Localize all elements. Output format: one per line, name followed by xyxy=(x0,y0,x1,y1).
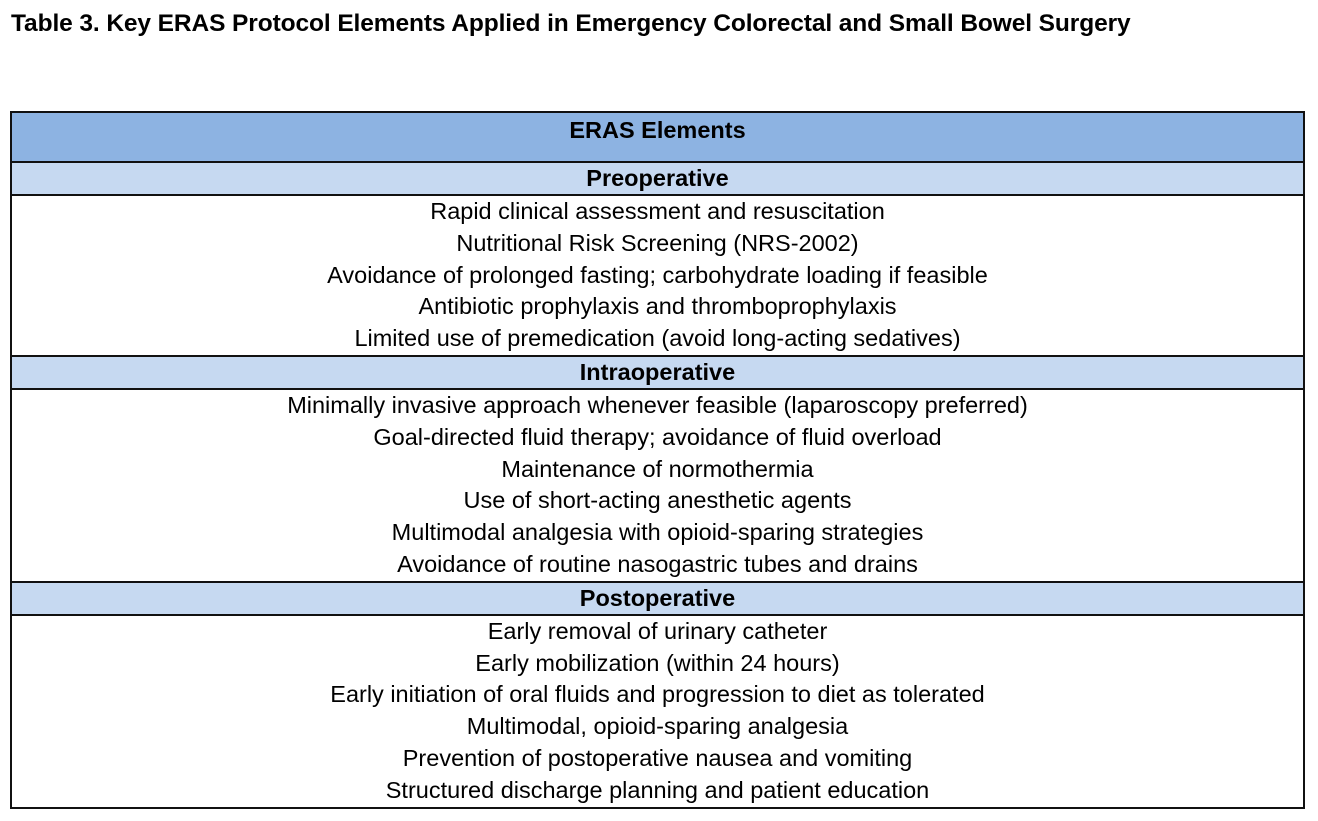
section-header-preoperative: Preoperative xyxy=(12,163,1303,196)
list-item: Multimodal, opioid-sparing analgesia xyxy=(466,713,849,740)
table-caption: Table 3. Key ERAS Protocol Elements Applied in Emergency Colorectal and Small Bowel Surgery xyxy=(11,10,1131,37)
section-header-postoperative: Postoperative xyxy=(12,583,1303,616)
list-item: Maintenance of normothermia xyxy=(501,455,814,482)
eras-elements-table xyxy=(10,111,1305,809)
section-header-intraoperative: Intraoperative xyxy=(12,357,1303,390)
list-item: Early mobilization (within 24 hours) xyxy=(475,649,840,676)
list-item: Avoidance of prolonged fasting; carbohydrate loading if feasible xyxy=(327,261,988,288)
list-item: Rapid clinical assessment and resuscitation xyxy=(430,198,885,224)
list-item: Structured discharge planning and patient education xyxy=(385,776,930,803)
table-header: ERAS Elements xyxy=(12,113,1303,163)
list-item: Limited use of premedication (avoid long-acting sedatives) xyxy=(354,325,961,352)
list-item: Antibiotic prophylaxis and thromboprophylaxis xyxy=(418,293,897,320)
section-body-postoperative xyxy=(12,616,1303,807)
section-body-preoperative xyxy=(12,196,1303,357)
list-item: Use of short-acting anesthetic agents xyxy=(463,487,852,514)
list-item: Early removal of urinary catheter xyxy=(487,617,828,644)
list-item: Early initiation of oral fluids and progression to diet as tolerated xyxy=(330,681,985,708)
list-item: Goal-directed fluid therapy; avoidance of fluid overload xyxy=(373,423,942,450)
section-body-intraoperative xyxy=(12,390,1303,583)
list-item: Multimodal analgesia with opioid-sparing strategies xyxy=(391,519,924,546)
list-item: Prevention of postoperative nausea and vomiting xyxy=(402,744,913,771)
list-item: Nutritional Risk Screening (NRS-2002) xyxy=(456,229,859,256)
list-item: Minimally invasive approach whenever feasible (laparoscopy preferred) xyxy=(287,391,1028,418)
list-item: Avoidance of routine nasogastric tubes and drains xyxy=(397,550,918,577)
